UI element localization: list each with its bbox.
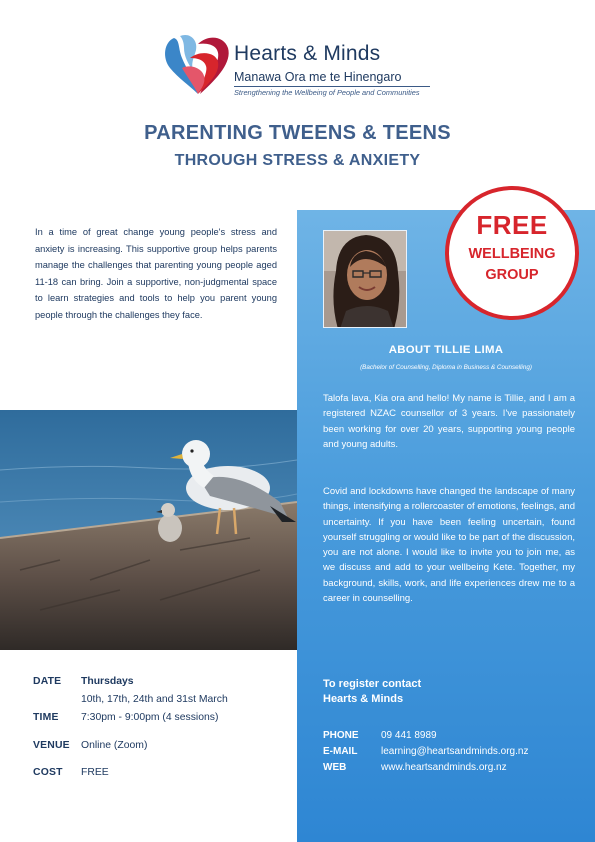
- about-heading: ABOUT TILLIE LIMA: [388, 344, 504, 356]
- cost-value: FREE: [81, 767, 109, 778]
- badge-free-text: FREE: [476, 210, 548, 240]
- brand-divider: [234, 86, 430, 87]
- time-value: 7:30pm - 9:00pm (4 sessions): [81, 712, 219, 723]
- register-heading: [323, 677, 421, 707]
- web-row: [323, 760, 528, 776]
- email-label: E-MAIL: [323, 746, 358, 757]
- contact-details: [323, 728, 528, 776]
- date-day: Thursdays: [81, 676, 134, 687]
- brand-tagline: Strengthening the Wellbeing of People and Communities: [234, 88, 420, 97]
- page-title: PARENTING TWEENS & TEENS: [144, 122, 451, 144]
- register-line-2: Hearts & Minds: [323, 693, 404, 705]
- phone-row: [323, 728, 528, 744]
- email-link[interactable]: learning@heartsandminds.org.nz: [381, 746, 529, 757]
- bio-paragraph-1: Talofa lava, Kia ora and hello! My name is Tillie, and I am a registered NZAC counsellor of 3 years. I've passionately been working for over 20 years, supporting young people and young adults.: [323, 393, 575, 450]
- seagull-photo: [0, 410, 297, 650]
- time-label: TIME: [33, 712, 59, 723]
- web-label: WEB: [323, 762, 347, 773]
- phone-number[interactable]: 09 441 8989: [381, 730, 437, 741]
- free-badge: [445, 186, 579, 320]
- register-line-1: To register contact: [323, 678, 422, 690]
- bio-paragraph-2: Covid and lockdowns have changed the landscape of many things, intensifying a rollercoaster of emotions, feelings, and uncertainty. If you have been feeling uncertain, found yourself struggling or would like to be part of the discussion, you are not alone. I would like to invite you to join me, as we discuss and add to your wellbeing Kete. Together, my background, skills, work, and life experiences drew me to a career in counselling.: [323, 486, 575, 605]
- venue-value: Online (Zoom): [81, 740, 148, 751]
- page-subtitle: THROUGH STRESS & ANXIETY: [174, 152, 421, 169]
- date-label: DATE: [33, 676, 62, 687]
- website-link[interactable]: www.heartsandminds.org.nz: [381, 762, 507, 773]
- brand-name: Hearts & Minds: [234, 42, 381, 65]
- intro-paragraph: In a time of great change young people's stress and anxiety is increasing. This supportive group helps parents manage the challenges that parenting young people aged 11-18 can bring. Join a supportive, non-judgmental space to learn strategies and tools to help you parent young people through the challenges they face.: [35, 227, 277, 320]
- brand-maori-name: Manawa Ora me te Hinengaro: [234, 70, 402, 84]
- cost-label: COST: [33, 767, 63, 778]
- heart-logo-icon: [160, 28, 232, 100]
- date-dates: 10th, 17th, 24th and 31st March: [81, 694, 228, 705]
- badge-group-text: GROUP: [485, 267, 539, 283]
- badge-wellbeing-text: WELLBEING: [468, 246, 556, 262]
- counsellor-portrait: [323, 230, 407, 328]
- phone-label: PHONE: [323, 730, 359, 741]
- email-row: [323, 744, 528, 760]
- venue-label: VENUE: [33, 740, 70, 751]
- brand-logo: [160, 28, 450, 106]
- about-credentials: (Bachelor of Counselling, Diploma in Business & Counselling): [360, 364, 532, 371]
